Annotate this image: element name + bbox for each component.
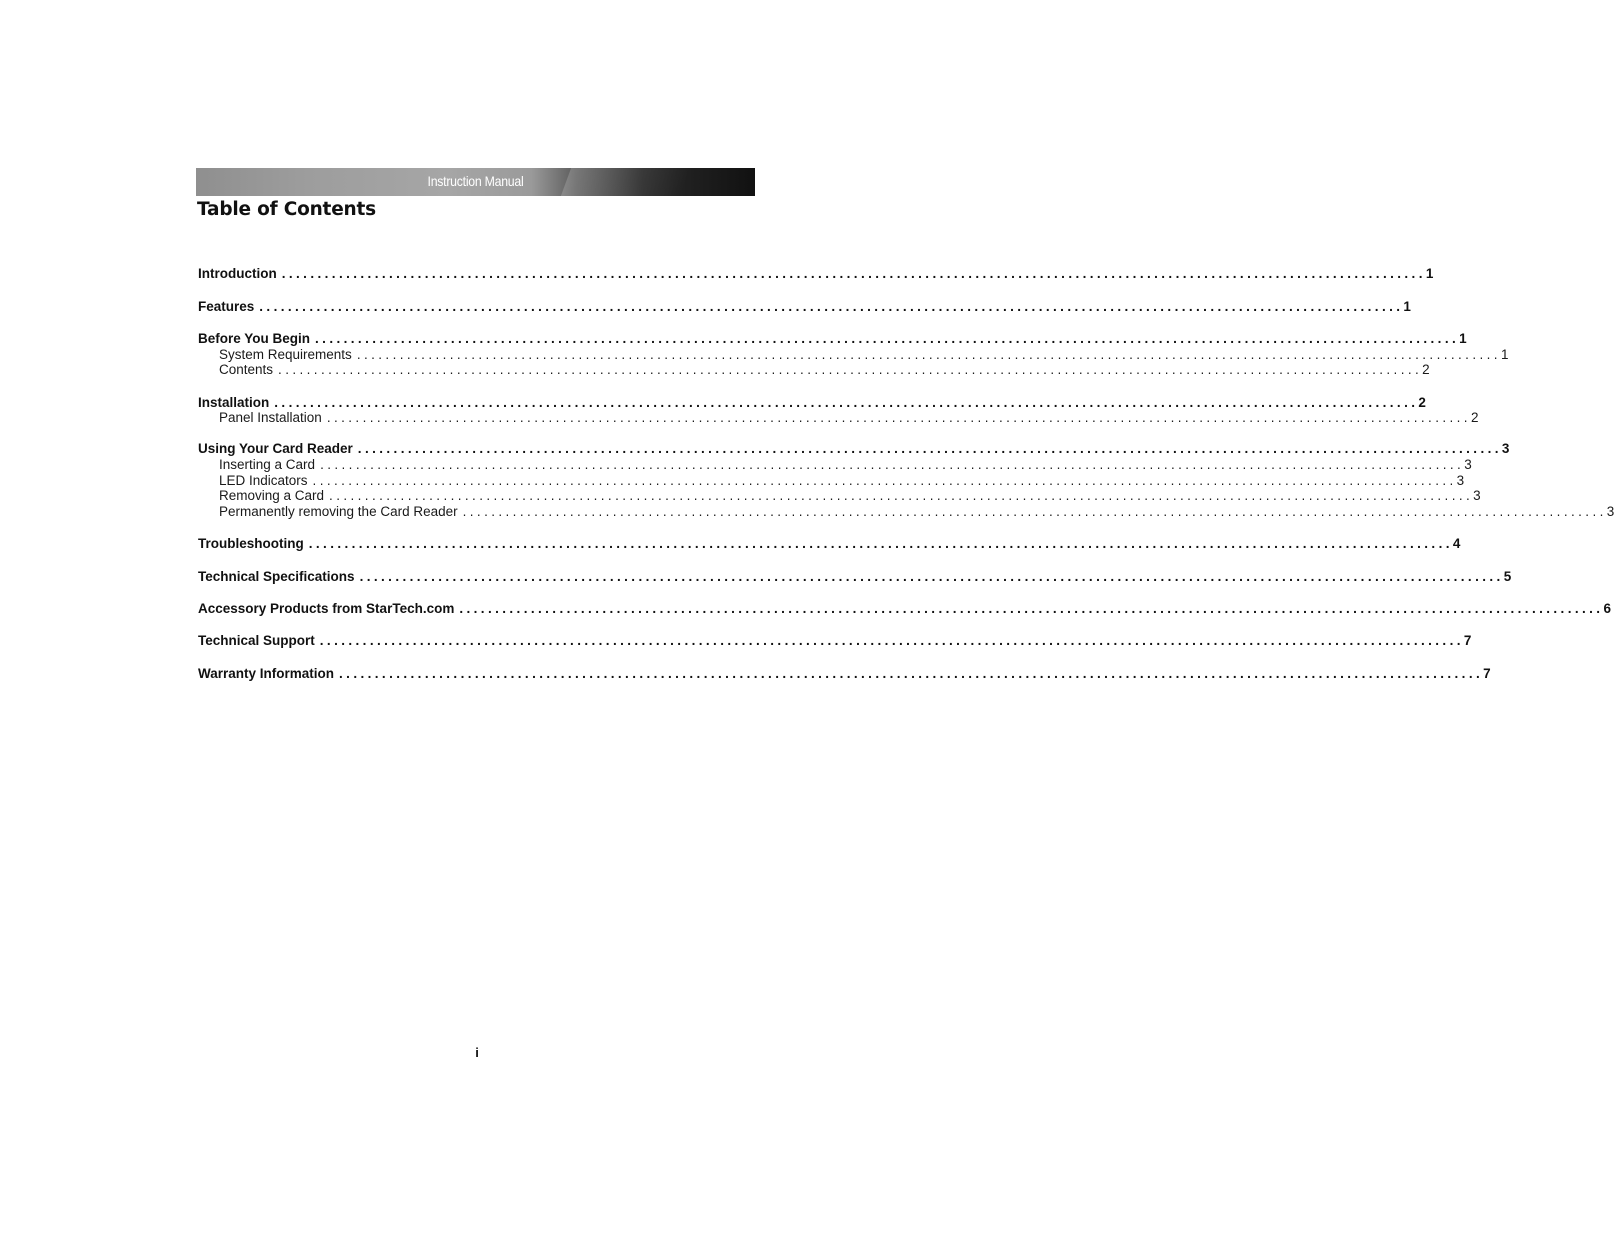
toc-page-number: 3	[1456, 473, 1465, 488]
toc-entry-introduction[interactable]	[198, 265, 1434, 283]
toc-page-number: 3	[1464, 457, 1472, 472]
toc-page-number: 1	[1403, 299, 1411, 314]
toc-page-number: 7	[1483, 666, 1491, 681]
toc-dot-leader: ................................................................................................................................................................	[359, 569, 1504, 584]
toc-page-number: 5	[1503, 569, 1512, 584]
toc-entry-label: Removing a Card	[219, 488, 325, 503]
toc-entry-label: Technical Specifications	[198, 569, 355, 584]
toc-entry-label: Introduction	[198, 266, 277, 281]
toc-dot-leader: ................................................................................................................................................................	[329, 488, 1474, 503]
toc-page-number: 1	[1500, 347, 1509, 362]
toc-dot-leader: ................................................................................................................................................................	[274, 395, 1419, 410]
toc-dot-leader: ................................................................................................................................................................	[459, 601, 1604, 616]
toc-page-number: 1	[1459, 331, 1467, 346]
toc-dot-leader: ................................................................................................................................................................	[308, 536, 1453, 551]
toc-dot-leader: ................................................................................................................................................................	[315, 331, 1460, 346]
toc-entry-label: LED Indicators	[219, 473, 308, 488]
toc-subentry-contents[interactable]	[219, 361, 1430, 379]
toc-dot-leader: ................................................................................................................................................................	[319, 633, 1464, 648]
toc-entry-technical-specifications[interactable]	[198, 568, 1512, 586]
toc-entry-warranty-information[interactable]	[198, 665, 1491, 683]
banner-title: Instruction Manual	[427, 173, 524, 189]
toc-entry-label: Before You Begin	[198, 331, 311, 346]
toc-page-number: 3	[1606, 504, 1614, 519]
toc-page-number: 2	[1470, 410, 1479, 425]
toc-entry-accessory-products[interactable]	[198, 600, 1611, 618]
toc-dot-leader: ................................................................................................................................................................	[320, 457, 1465, 472]
toc-dot-leader: ................................................................................................................................................................	[312, 473, 1457, 488]
toc-dot-leader: ................................................................................................................................................................	[278, 362, 1423, 377]
toc-entry-label: Using Your Card Reader	[198, 441, 353, 456]
toc-entry-label: Installation	[198, 395, 270, 410]
toc-entry-label: Inserting a Card	[219, 457, 316, 472]
toc-entry-features[interactable]	[198, 298, 1411, 316]
toc-page-number: 2	[1418, 395, 1426, 410]
toc-page-number: 2	[1422, 362, 1430, 377]
toc-dot-leader: ................................................................................................................................................................	[259, 299, 1404, 314]
toc-subentry-panel-installation[interactable]	[219, 409, 1479, 427]
toc-entry-label: Troubleshooting	[198, 536, 304, 551]
page-title: Table of Contents	[197, 199, 376, 220]
toc-entry-label: System Requirements	[219, 347, 352, 362]
toc-entry-label: Features	[198, 299, 255, 314]
table-of-contents	[198, 0, 1614, 1235]
page-number: i	[475, 1045, 479, 1060]
toc-page-number: 6	[1603, 601, 1611, 616]
toc-dot-leader: ................................................................................................................................................................	[339, 666, 1484, 681]
toc-entry-label: Technical Support	[198, 633, 315, 648]
toc-page-number: 3	[1501, 441, 1510, 456]
toc-entry-troubleshooting[interactable]	[198, 535, 1461, 553]
toc-entry-technical-support[interactable]	[198, 632, 1472, 650]
toc-dot-leader: ................................................................................................................................................................	[326, 410, 1471, 425]
toc-entry-label: Warranty Information	[198, 666, 335, 681]
toc-entry-label: Accessory Products from StarTech.com	[198, 601, 455, 616]
toc-page-number: 7	[1463, 633, 1472, 648]
toc-entry-label: Permanently removing the Card Reader	[219, 504, 458, 519]
toc-entry-label: Panel Installation	[219, 410, 322, 425]
toc-subentry-permanently-removing[interactable]	[219, 503, 1614, 521]
toc-page-number: 3	[1473, 488, 1481, 503]
toc-dot-leader: ................................................................................................................................................................	[357, 441, 1502, 456]
toc-page-number: 4	[1452, 536, 1461, 551]
toc-dot-leader: ................................................................................................................................................................	[356, 347, 1501, 362]
toc-dot-leader: ................................................................................................................................................................	[281, 266, 1426, 281]
toc-page-number: 1	[1425, 266, 1434, 281]
toc-dot-leader: ................................................................................................................................................................	[462, 504, 1607, 519]
toc-entry-label: Contents	[219, 362, 274, 377]
